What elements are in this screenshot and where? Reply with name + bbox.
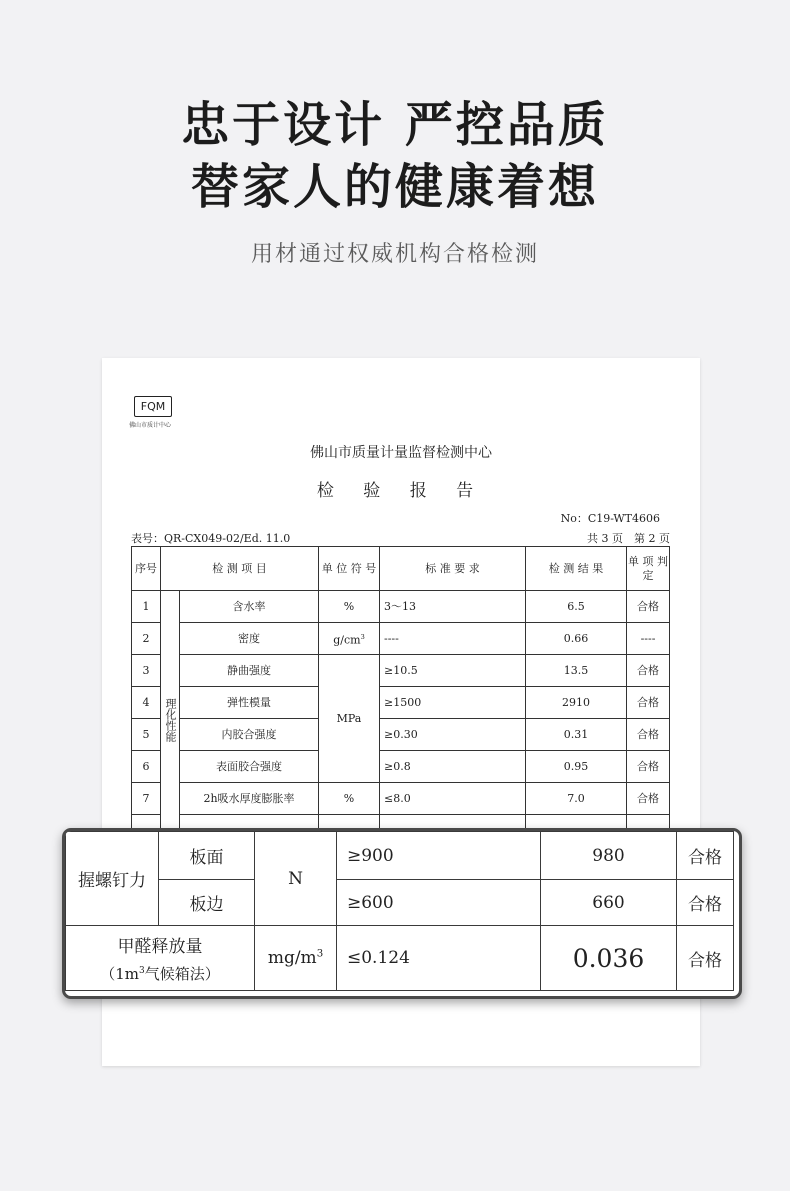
row-seq: 3: [132, 655, 161, 687]
edge-standard: ≥600: [337, 880, 541, 926]
screw-face-row: [66, 832, 734, 880]
header-standard: 标 准 要 求: [380, 547, 526, 591]
row-standard: ≥10.5: [380, 655, 526, 687]
headline-line-1: 忠于设计 严控品质: [181, 97, 609, 153]
row-item: 含水率: [180, 591, 319, 623]
row-result: 0.31: [526, 719, 627, 751]
unit-text: mg/m: [267, 948, 317, 968]
row-item: 2h吸水厚度膨胀率: [180, 783, 319, 815]
row-result: 0.95: [526, 751, 627, 783]
header-unit: 单 位 符 号: [319, 547, 380, 591]
header-verdict: 单 项 判 定: [627, 547, 670, 591]
row-result: 6.5: [526, 591, 627, 623]
row-verdict: 合格: [627, 591, 670, 623]
formaldehyde-unit: [255, 926, 337, 991]
row-result: 0.66: [526, 623, 627, 655]
row-unit: %: [319, 783, 380, 815]
edge-result: 660: [541, 880, 677, 926]
report-title: 检 验 报 告: [316, 481, 486, 501]
magnified-table-section: [62, 828, 742, 999]
formaldehyde-method: [66, 963, 254, 984]
row-seq: 7: [132, 783, 161, 815]
row-verdict: ----: [627, 623, 670, 655]
row-seq: 6: [132, 751, 161, 783]
formaldehyde-standard: ≤0.124: [337, 926, 541, 991]
edge-verdict: 合格: [677, 880, 734, 926]
unit-superscript: 3: [316, 948, 324, 960]
mpa-unit: MPa: [319, 655, 380, 783]
row-standard: ----: [380, 623, 526, 655]
fqm-logo: FQM: [134, 396, 172, 417]
unit-superscript: 3: [360, 632, 365, 641]
row-seq: 2: [132, 623, 161, 655]
report-table: [131, 546, 670, 849]
table-row: [132, 687, 670, 719]
row-seq: 5: [132, 719, 161, 751]
table-row: [132, 783, 670, 815]
header-item: 检 测 项 目: [161, 547, 319, 591]
subtitle: 用材通过权威机构合格检测: [250, 242, 539, 267]
organization-name: 佛山市质量计量监督检测中心: [310, 445, 492, 461]
row-verdict: 合格: [627, 783, 670, 815]
face-result: 980: [541, 832, 677, 880]
form-number: 表号：QR-CX049-02/Ed. 11.0: [131, 532, 291, 545]
formaldehyde-result: 0.036: [541, 926, 677, 991]
method-superscript: 3: [139, 966, 145, 976]
row-result: 7.0: [526, 783, 627, 815]
row-result: 13.5: [526, 655, 627, 687]
headline-line-2: 替家人的健康着想: [190, 159, 599, 215]
table-header-row: [132, 547, 670, 591]
formaldehyde-label: 甲醛释放量: [117, 937, 203, 957]
table-row: [132, 719, 670, 751]
table-row: [132, 751, 670, 783]
logo-subtitle: 佛山市质计中心: [129, 422, 172, 429]
row-item: 静曲强度: [180, 655, 319, 687]
row-item: 表面胶合强度: [180, 751, 319, 783]
header-result: 检 测 结 果: [526, 547, 627, 591]
row-verdict: 合格: [627, 687, 670, 719]
row-verdict: 合格: [627, 655, 670, 687]
formaldehyde-verdict: 合格: [677, 926, 734, 991]
row-item: 内胶合强度: [180, 719, 319, 751]
row-verdict: 合格: [627, 751, 670, 783]
row-unit: %: [319, 591, 380, 623]
formaldehyde-label-cell: [66, 926, 255, 991]
row-verdict: 合格: [627, 719, 670, 751]
row-item: 弹性模量: [180, 687, 319, 719]
row-result: 2910: [526, 687, 627, 719]
table-row: [132, 655, 670, 687]
formaldehyde-row: [66, 926, 734, 991]
row-standard: ≥0.30: [380, 719, 526, 751]
row-item: 密度: [180, 623, 319, 655]
unit-text: g/cm: [333, 633, 361, 647]
row-unit: [319, 623, 380, 655]
magnified-table: [65, 831, 734, 991]
row-seq: 4: [132, 687, 161, 719]
face-label: 板面: [159, 832, 255, 880]
table-row: [132, 591, 670, 623]
group-label: 理化性能: [161, 591, 180, 849]
method-pre: （1m: [100, 965, 140, 983]
table-row: [132, 623, 670, 655]
page-count: 共 3 页 第 2 页: [587, 532, 670, 545]
face-verdict: 合格: [677, 832, 734, 880]
face-standard: ≥900: [337, 832, 541, 880]
screw-holding-label: 握螺钉力: [66, 832, 159, 926]
method-post: 气候箱法）: [144, 965, 220, 983]
report-number: No：C19-WT4606: [560, 512, 660, 525]
screw-unit: N: [255, 832, 337, 926]
header-seq: 序号: [132, 547, 161, 591]
edge-label: 板边: [159, 880, 255, 926]
row-seq: 1: [132, 591, 161, 623]
row-standard: ≥0.8: [380, 751, 526, 783]
row-standard: ≥1500: [380, 687, 526, 719]
screw-edge-row: [66, 880, 734, 926]
row-standard: 3～13: [380, 591, 526, 623]
row-standard: ≤8.0: [380, 783, 526, 815]
